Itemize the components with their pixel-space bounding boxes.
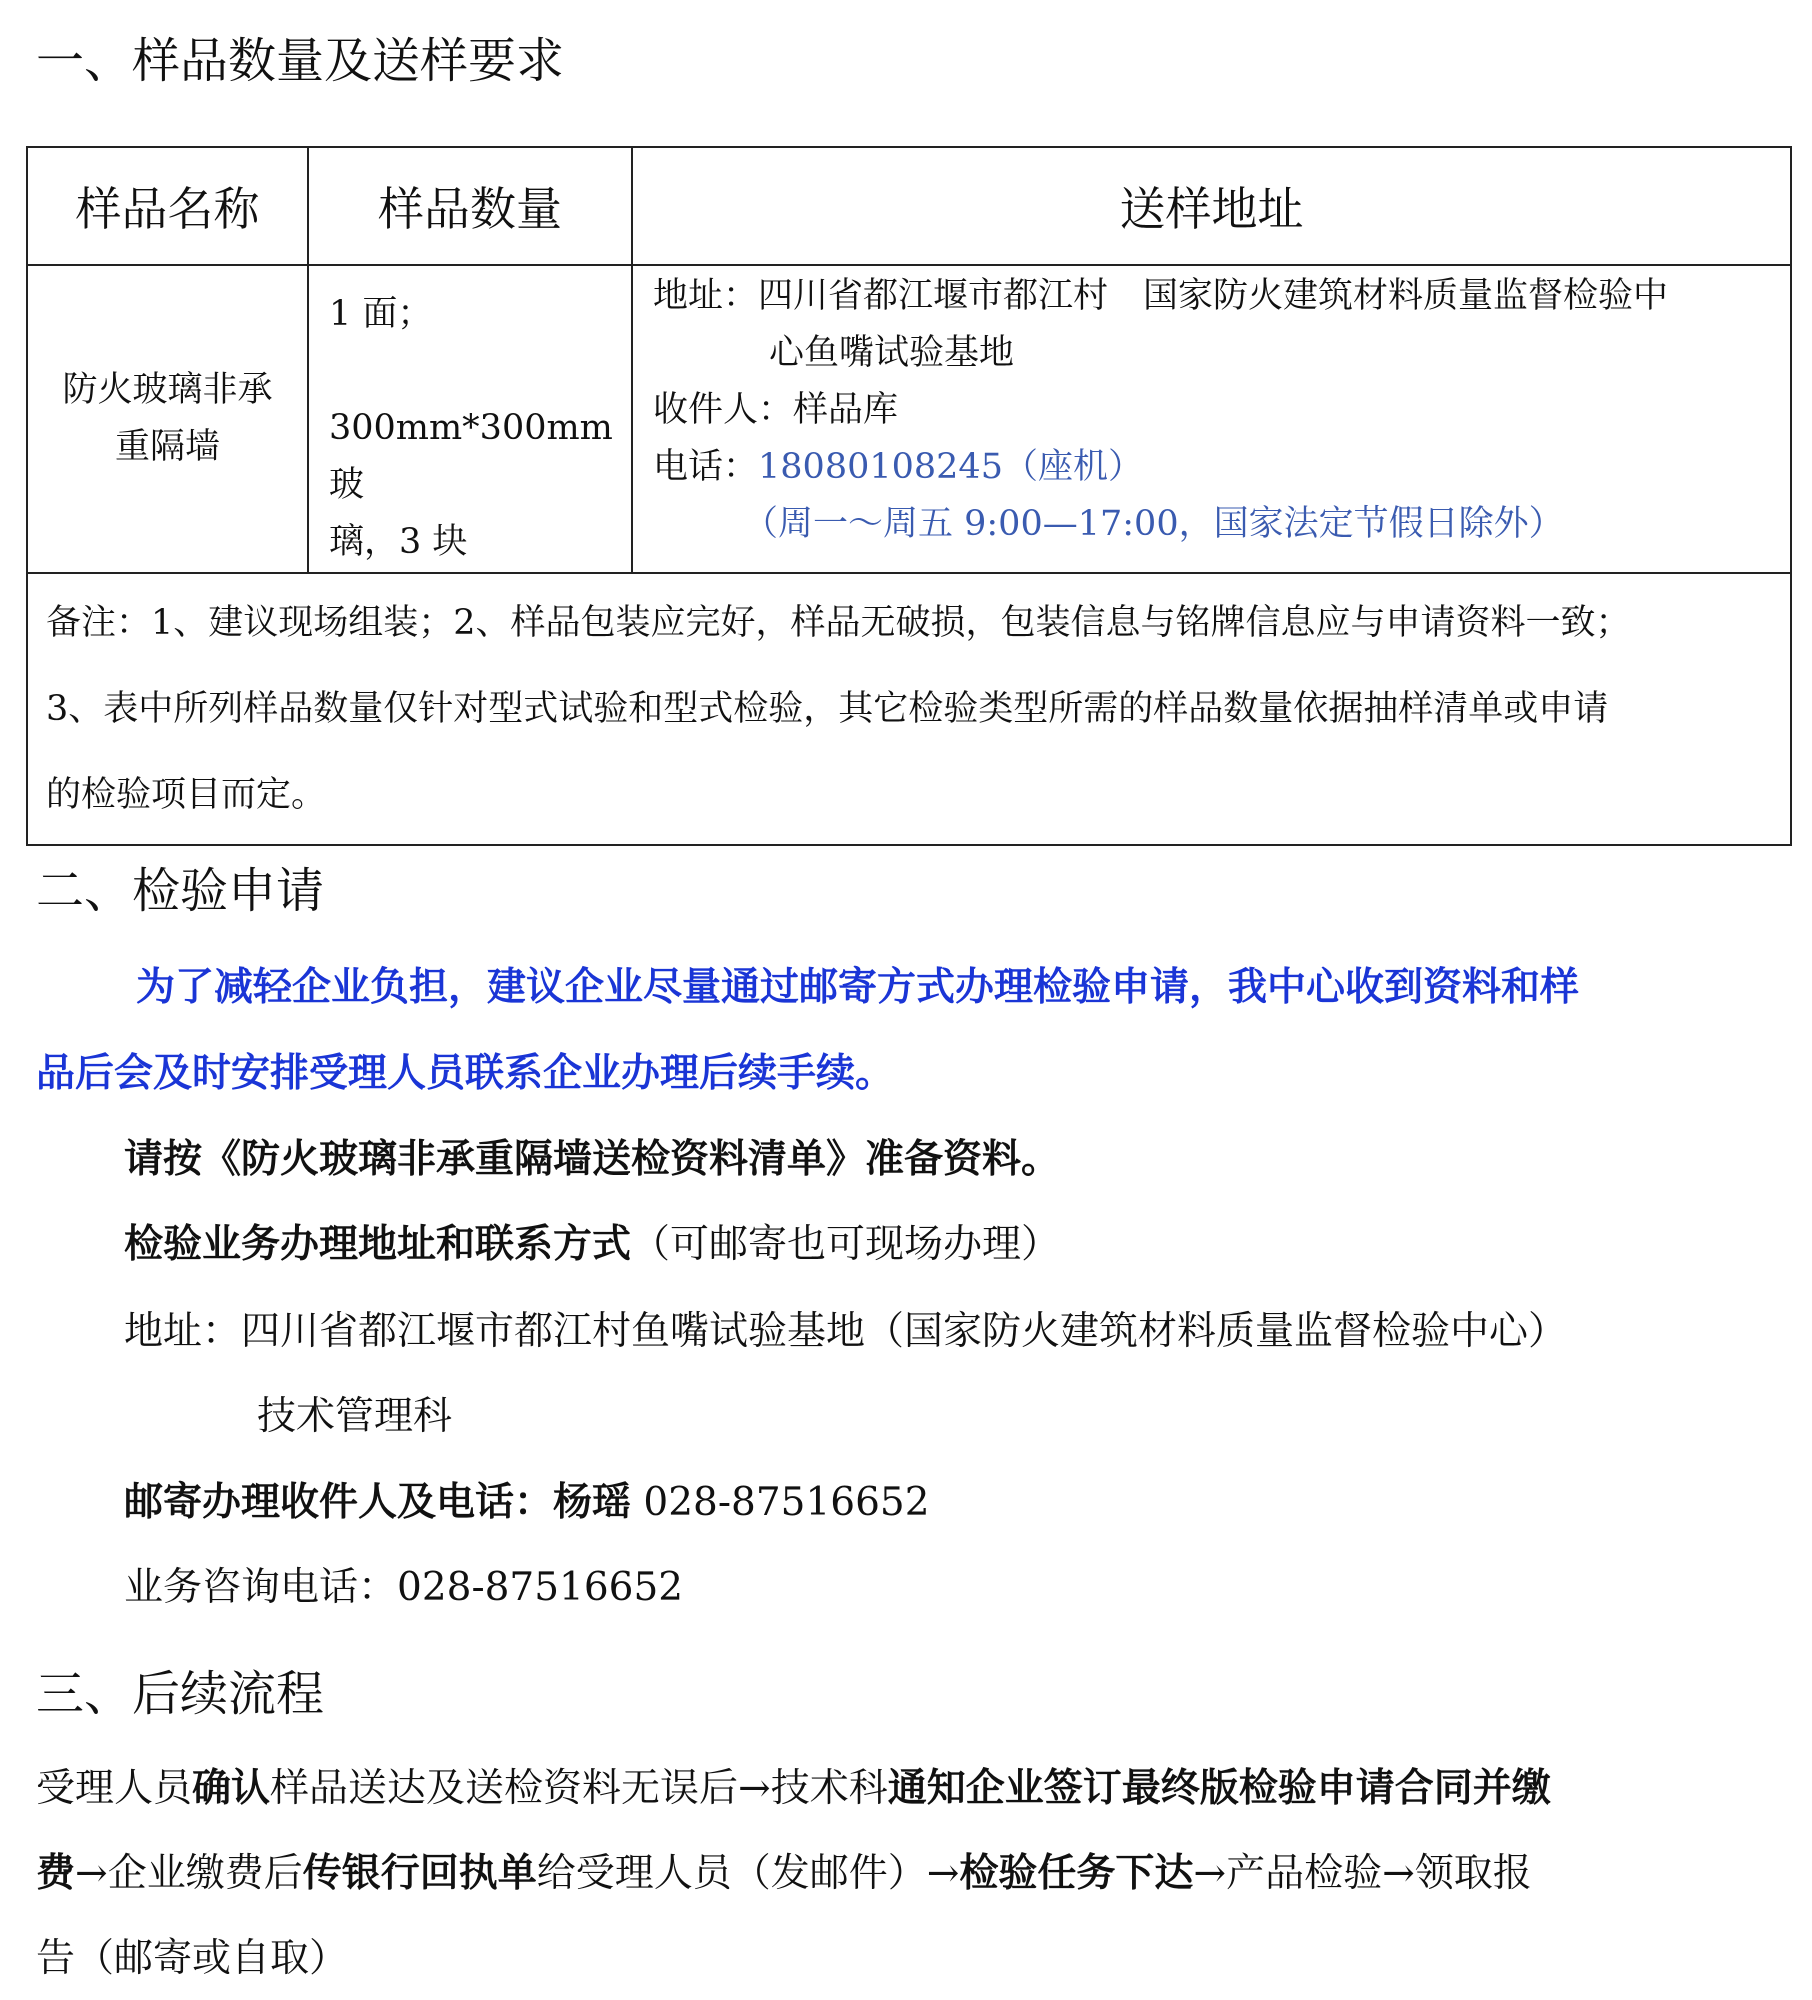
- note-line: 的检验项目而定。: [46, 775, 327, 815]
- mail-bold: 邮寄办理收件人及电话：杨瑶: [124, 1479, 632, 1525]
- table-note: [27, 573, 1791, 845]
- qty-line: 璃，3 块: [329, 522, 468, 562]
- address-cell: [632, 265, 1791, 573]
- consult-phone: 业务咨询电话：028-87516652: [124, 1565, 684, 1610]
- flow-bold: 确认: [192, 1765, 271, 1811]
- flow-text: →企业缴费后: [75, 1851, 303, 1896]
- qty-line: 1 面；: [329, 294, 433, 334]
- blue-notice-line: 为了减轻企业负担，建议企业尽量通过邮寄方式办理检验申请，我中心收到资料和样: [136, 964, 1580, 1010]
- address-line: 技术管理科: [257, 1394, 453, 1439]
- sample-name-line: 防火玻璃非承: [62, 370, 273, 410]
- sample-name-line: 重隔墙: [114, 427, 220, 467]
- section2-title: 二、检验申请: [36, 863, 325, 919]
- sample-qty-cell: [308, 265, 632, 573]
- flow-bold: 通知企业签订最终版检验申请合同并缴: [887, 1765, 1551, 1811]
- blue-notice-line: 品后会及时安排受理人员联系企业办理后续手续。: [36, 1050, 895, 1096]
- flow-text: 样品送达及送检资料无误后→技术科: [270, 1766, 888, 1811]
- recipient: 收件人：样品库: [653, 390, 899, 430]
- phone-line: [653, 439, 1789, 496]
- section1-title: 一、样品数量及送样要求: [36, 33, 565, 89]
- flow-bold: 检验任务下达: [959, 1850, 1194, 1896]
- header-address: 送样地址: [632, 147, 1791, 265]
- header-sample-name: 样品名称: [27, 147, 308, 265]
- contact-bold: 检验业务办理地址和联系方式: [124, 1221, 632, 1267]
- phone-value: 18080108245（座机）: [758, 447, 1143, 487]
- contact-heading: [124, 1213, 1060, 1269]
- flow-bold: 传银行回执单: [302, 1850, 537, 1896]
- mail-phone: 028-87516652: [631, 1480, 930, 1525]
- office-hours: （周一～周五 9:00—17:00，国家法定节假日除外）: [743, 504, 1564, 544]
- address-line: 地址：四川省都江堰市都江村鱼嘴试验基地（国家防火建筑材料质量监督检验中心）: [124, 1309, 1568, 1354]
- note-line: 3、表中所列样品数量仅针对型式试验和型式检验，其它检验类型所需的样品数量依据抽样清单或申请: [46, 689, 1609, 729]
- qty-line: 300mm*300mm 玻: [329, 408, 613, 505]
- mail-contact: [124, 1471, 930, 1527]
- flow-text: →产品检验→领取报: [1193, 1851, 1532, 1896]
- phone-label: 电话：: [653, 447, 759, 487]
- sample-name-cell: [27, 265, 308, 573]
- flow-line: [36, 1757, 1551, 1813]
- flow-line: [36, 1842, 1532, 1898]
- header-sample-qty: 样品数量: [308, 147, 632, 265]
- flow-bold: 费: [36, 1850, 76, 1896]
- note-line: 备注：1、建议现场组装；2、样品包装应完好，样品无破损，包装信息与铭牌信息应与申请资料一致；: [46, 603, 1631, 643]
- flow-text: 受理人员: [36, 1766, 193, 1811]
- contact-note: （可邮寄也可现场办理）: [631, 1222, 1061, 1267]
- section3-title: 三、后续流程: [36, 1666, 325, 1722]
- prepare-materials: 请按《防火玻璃非承重隔墙送检资料清单》准备资料。: [124, 1136, 1061, 1182]
- flow-text: 给受理人员（发邮件）→: [536, 1851, 960, 1896]
- address-line: 心鱼嘴试验基地: [769, 333, 1015, 373]
- address-line: 地址：四川省都江堰市都江村 国家防火建筑材料质量监督检验中: [653, 276, 1669, 316]
- sample-table: [26, 146, 1792, 846]
- flow-line: 告（邮寄或自取）: [36, 1936, 349, 1981]
